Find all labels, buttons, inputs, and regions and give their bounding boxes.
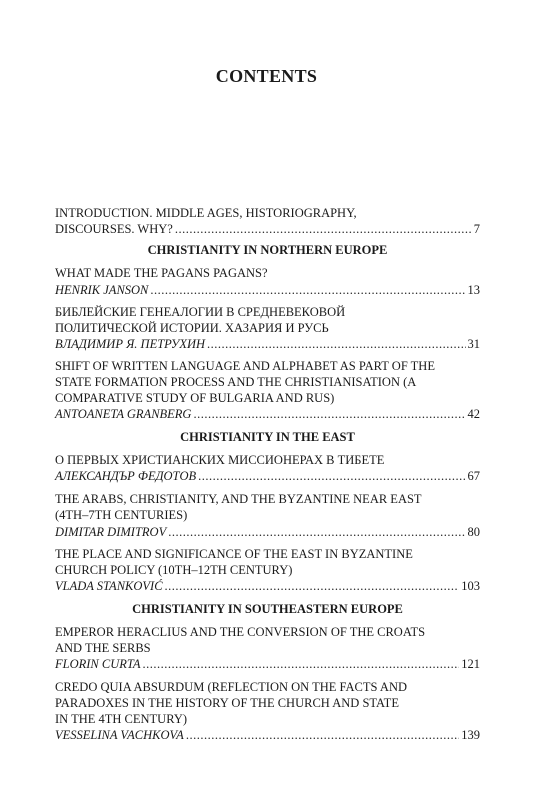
dot-leader xyxy=(143,657,460,672)
entry-author: HENRIK JANSON xyxy=(55,283,149,297)
entry-title-line: ПОЛИТИЧЕСКОЙ ИСТОРИИ. ХАЗАРИЯ И РУСЬ xyxy=(55,321,329,335)
entry-title-line: THE PLACE AND SIGNIFICANCE OF THE EAST IN BYZANTINE xyxy=(55,547,413,561)
dot-leader xyxy=(207,337,465,352)
section-heading-the-east: CHRISTIANITY IN THE EAST xyxy=(180,430,355,444)
entry-title-line: БИБЛЕЙСКИЕ ГЕНЕАЛОГИИ В СРЕДНЕВЕКОВОЙ xyxy=(55,305,346,319)
toc-entry-granberg[interactable] xyxy=(55,407,480,422)
entry-author: FLORIN CURTA xyxy=(55,657,141,671)
dot-leader xyxy=(193,407,465,422)
dot-leader xyxy=(186,728,459,743)
toc-entry-vachkova[interactable] xyxy=(55,728,480,743)
page-number: 31 xyxy=(467,337,480,351)
toc-entry-dimitrov[interactable] xyxy=(55,525,480,540)
entry-title-line: STATE FORMATION PROCESS AND THE CHRISTIANISATION (A xyxy=(55,375,417,389)
page-title: CONTENTS xyxy=(215,66,318,86)
dot-leader xyxy=(165,579,460,594)
toc-entry-petrukhin[interactable] xyxy=(55,337,480,352)
entry-title-line: DISCOURSES. WHY? xyxy=(55,222,173,236)
entry-title-line: SHIFT OF WRITTEN LANGUAGE AND ALPHABET AS PART OF THE xyxy=(55,359,435,373)
entry-title-line: INTRODUCTION. MIDDLE AGES, HISTORIOGRAPHY, xyxy=(55,206,357,220)
entry-title-line: COMPARATIVE STUDY OF BULGARIA AND RUS) xyxy=(55,391,335,405)
page-number: 121 xyxy=(461,657,480,671)
toc-entry-introduction[interactable] xyxy=(55,222,480,237)
entry-title-line: О ПЕРВЫХ ХРИСТИАНСКИХ МИССИОНЕРАХ В ТИБЕТЕ xyxy=(55,453,385,467)
entry-author: АЛЕКСАНДЪР ФЕДОТОВ xyxy=(55,469,197,483)
page-number: 7 xyxy=(473,222,480,236)
page-number: 67 xyxy=(467,469,480,483)
entry-title-line: AND THE SERBS xyxy=(55,641,151,655)
section-heading-southeastern-europe: CHRISTIANITY IN SOUTHEASTERN EUROPE xyxy=(132,602,403,616)
entry-title-line: CREDO QUIA ABSURDUM (REFLECTION ON THE FACTS AND xyxy=(55,680,407,694)
toc-entry-curta[interactable] xyxy=(55,657,480,672)
entry-author: VESSELINA VACHKOVA xyxy=(55,728,184,742)
page-number: 80 xyxy=(467,525,480,539)
entry-author: ВЛАДИМИР Я. ПЕТРУХИН xyxy=(55,337,206,351)
entry-title-line: (4TH–7TH CENTURIES) xyxy=(55,508,188,522)
dot-leader xyxy=(150,283,465,298)
entry-title-line: WHAT MADE THE PAGANS PAGANS? xyxy=(55,266,268,280)
entry-author: VLADA STANKOVIĆ xyxy=(55,579,163,593)
entry-title-line: EMPEROR HERACLIUS AND THE CONVERSION OF THE CROATS xyxy=(55,625,426,639)
dot-leader xyxy=(168,525,465,540)
entry-title-line: IN THE 4TH CENTURY) xyxy=(55,712,188,726)
page-number: 42 xyxy=(467,407,480,421)
entry-author: ANTOANETA GRANBERG xyxy=(55,407,192,421)
page-number: 103 xyxy=(461,579,480,593)
dot-leader xyxy=(198,469,465,484)
page-number: 139 xyxy=(461,728,480,742)
dot-leader xyxy=(175,222,472,237)
entry-title-line: PARADOXES IN THE HISTORY OF THE CHURCH AND STATE xyxy=(55,696,399,710)
toc-entry-stankovic[interactable] xyxy=(55,579,480,594)
section-heading-northern-europe: CHRISTIANITY IN NORTHERN EUROPE xyxy=(147,243,388,257)
entry-author: DIMITAR DIMITROV xyxy=(55,525,167,539)
entry-title-line: CHURCH POLICY (10TH–12TH CENTURY) xyxy=(55,563,293,577)
toc-entry-janson[interactable] xyxy=(55,283,480,298)
toc-entry-fedotov[interactable] xyxy=(55,469,480,484)
entry-title-line: THE ARABS, CHRISTIANITY, AND THE BYZANTINE NEAR EAST xyxy=(55,492,422,506)
page-number: 13 xyxy=(467,283,480,297)
